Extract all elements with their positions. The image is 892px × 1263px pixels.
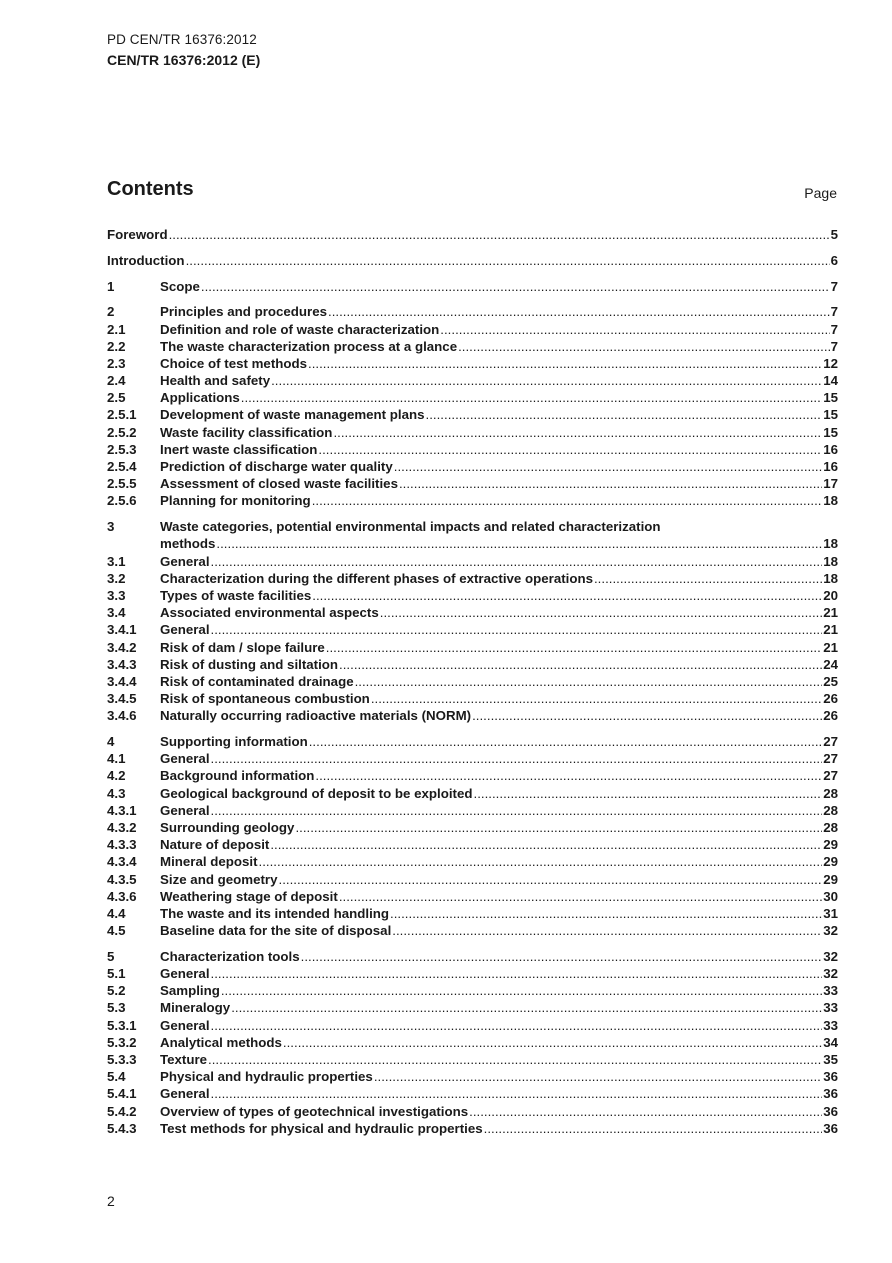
toc-entry-number: 2.5.2 <box>107 424 137 440</box>
dot-leader <box>211 750 823 767</box>
toc-entry-number: 5.1 <box>107 966 126 982</box>
toc-entry-title: Texture <box>160 1052 208 1067</box>
toc-entry-number: 4.2 <box>107 768 126 784</box>
toc-entry-title: General <box>160 751 210 767</box>
toc-entry-number: 2.2 <box>107 338 126 354</box>
toc-entry-number: 2.5.4 <box>107 459 137 475</box>
dot-leader <box>339 888 822 905</box>
dot-leader <box>594 570 822 587</box>
toc-entry[interactable] <box>107 621 838 638</box>
toc-section-group <box>107 948 838 1137</box>
dot-leader <box>259 853 823 870</box>
toc-entry-number: 4 <box>107 734 115 750</box>
toc-entry[interactable] <box>107 535 838 552</box>
toc-entry-page: 21 <box>823 622 838 638</box>
toc-entry-number: 4.1 <box>107 751 126 767</box>
dot-leader <box>318 441 822 458</box>
toc-entry-title: General <box>160 1086 210 1102</box>
toc-entry[interactable] <box>107 750 838 767</box>
dot-leader <box>333 424 822 441</box>
toc-entry[interactable] <box>107 871 838 888</box>
toc-entry[interactable] <box>107 707 838 724</box>
toc-entry-title: Geological background of deposit to be exploited <box>160 785 473 801</box>
toc-entry-page: 21 <box>823 605 838 621</box>
toc-entry-number: 2.5.3 <box>107 441 137 457</box>
toc-entry-page: 34 <box>823 1034 838 1050</box>
dot-leader <box>371 690 822 707</box>
dot-leader <box>241 389 822 406</box>
toc-entry-number: 3.4.6 <box>107 708 137 724</box>
toc-entry[interactable] <box>107 785 838 802</box>
toc-entry-page: 31 <box>823 905 838 921</box>
dot-leader <box>295 819 822 836</box>
toc-entry-title: Overview of types of geotechnical investigations <box>160 1103 469 1119</box>
toc-entry[interactable] <box>107 1103 838 1120</box>
dot-leader <box>440 321 829 338</box>
dot-leader <box>394 458 822 475</box>
toc-entry-number: 3.4.2 <box>107 639 137 655</box>
dot-leader <box>221 982 822 999</box>
toc-entry-number: 3.4 <box>107 605 126 621</box>
toc-entry-title: Associated environmental aspects <box>160 605 379 621</box>
toc-entry[interactable] <box>107 690 838 707</box>
toc-entry-page: 21 <box>823 639 838 655</box>
toc-entry[interactable] <box>107 338 838 355</box>
toc-entry[interactable] <box>107 226 838 243</box>
toc-entry-page: 35 <box>823 1052 838 1067</box>
dot-leader <box>474 785 823 802</box>
dot-leader <box>374 1068 822 1085</box>
toc-entry-title: General <box>160 802 210 818</box>
toc-entry-title: Mineralogy <box>160 1000 231 1016</box>
dot-leader <box>339 656 822 673</box>
toc-entry-title: Waste facility classification <box>160 424 333 440</box>
toc-entry-page: 33 <box>823 1000 838 1016</box>
toc-entry[interactable] <box>107 321 838 338</box>
page-number: 2 <box>107 1193 115 1209</box>
dot-leader <box>271 372 822 389</box>
toc-entry-number: 3.1 <box>107 553 126 569</box>
dot-leader <box>211 1085 823 1102</box>
toc-entry-title: Assessment of closed waste facilities <box>160 476 398 492</box>
toc-entry-title: Analytical methods <box>160 1034 282 1050</box>
toc-entry-page: 15 <box>823 424 838 440</box>
toc-entry-number: 4.3.5 <box>107 871 137 887</box>
toc-entry-title: Prediction of discharge water quality <box>160 459 393 475</box>
toc-entry-number: 3.3 <box>107 587 126 603</box>
dot-leader <box>315 767 822 784</box>
toc-entry[interactable] <box>107 252 838 269</box>
toc-entry-number: 2.1 <box>107 321 126 337</box>
toc-entry-number: 5.4.2 <box>107 1103 137 1119</box>
dot-leader <box>472 707 822 724</box>
toc-entry-page: 14 <box>823 373 838 389</box>
toc-entry-title: Waste categories, potential environmental impacts and related characterization <box>160 519 661 535</box>
dot-leader <box>169 226 830 243</box>
toc-entry-page: 36 <box>823 1120 838 1136</box>
dot-leader <box>326 639 822 656</box>
dot-leader <box>426 406 823 423</box>
toc-entry[interactable] <box>107 888 838 905</box>
toc-entry[interactable] <box>107 303 838 320</box>
toc-entry[interactable] <box>107 1017 838 1034</box>
toc-entry-title: The waste and its intended handling <box>160 905 390 921</box>
toc-entry-page: 7 <box>830 278 838 294</box>
toc-entry-title: Types of waste facilities <box>160 587 312 603</box>
dot-leader <box>211 965 823 982</box>
dot-leader <box>270 836 822 853</box>
toc-entry[interactable] <box>107 458 838 475</box>
toc-section-group <box>107 226 838 243</box>
dot-leader <box>399 475 822 492</box>
toc-entry[interactable] <box>107 922 838 939</box>
toc-entry-page: 18 <box>823 536 838 552</box>
toc-entry-title: Characterization during the different phases of extractive operations <box>160 570 593 586</box>
toc-entry-title: Principles and procedures <box>160 304 328 320</box>
toc-entry-title: Risk of dusting and siltation <box>160 656 339 672</box>
toc-entry-page: 32 <box>823 948 838 964</box>
toc-entry-page: 36 <box>823 1069 838 1085</box>
toc-entry-title: Foreword <box>107 227 168 242</box>
toc-entry[interactable] <box>107 836 838 853</box>
toc-entry-page: 27 <box>823 734 838 750</box>
dot-leader <box>211 1017 823 1034</box>
toc-entry-title: Nature of deposit <box>160 837 270 853</box>
dot-leader <box>390 905 822 922</box>
toc-entry[interactable] <box>107 475 838 492</box>
toc-entry-page: 29 <box>823 871 838 887</box>
toc-entry-title: Baseline data for the site of disposal <box>160 923 392 939</box>
toc-entry-page: 27 <box>823 768 838 784</box>
dot-leader <box>211 621 823 638</box>
toc-entry-number: 2.5.5 <box>107 476 137 492</box>
toc-entry-page: 18 <box>823 570 838 586</box>
toc-entry-number: 5.2 <box>107 983 126 999</box>
toc-entry-page: 7 <box>830 338 838 354</box>
page-column-label: Page <box>804 185 837 201</box>
toc-entry-page: 33 <box>823 983 838 999</box>
toc-entry-title: Sampling <box>160 983 220 999</box>
toc-entry-number: 3.4.5 <box>107 691 137 707</box>
toc-entry[interactable] <box>107 406 838 423</box>
toc-entry[interactable] <box>107 441 838 458</box>
toc-entry-title: Mineral deposit <box>160 854 258 870</box>
toc-entry[interactable] <box>107 389 838 406</box>
toc-entry-page: 18 <box>823 493 838 509</box>
toc-entry-page: 27 <box>823 751 838 767</box>
toc-entry-number: 4.3.1 <box>107 802 137 818</box>
document-id: PD CEN/TR 16376:2012 <box>107 32 257 47</box>
toc-entry-number: 4.4 <box>107 905 126 921</box>
toc-entry-page: 24 <box>823 656 838 672</box>
toc-entry-title: General <box>160 966 210 982</box>
toc-entry[interactable] <box>107 819 838 836</box>
dot-leader <box>380 604 822 621</box>
toc-entry[interactable] <box>107 492 838 509</box>
toc-entry-title: Risk of dam / slope failure <box>160 639 325 655</box>
toc-entry-title: General <box>160 622 210 638</box>
toc-entry[interactable] <box>107 1085 838 1102</box>
dot-leader <box>458 338 830 355</box>
toc-entry[interactable] <box>107 656 838 673</box>
dot-leader <box>469 1103 822 1120</box>
toc-entry-page: 28 <box>823 785 838 801</box>
toc-section-group <box>107 252 838 269</box>
toc-entry-page: 18 <box>823 553 838 569</box>
toc-section-group <box>107 733 838 939</box>
toc-entry-title: Supporting information <box>160 734 308 750</box>
toc-entry-number: 5.4.3 <box>107 1120 137 1136</box>
toc-entry-number: 1 <box>107 278 115 294</box>
toc-entry[interactable] <box>107 355 838 372</box>
toc-entry-title: Introduction <box>107 252 185 268</box>
toc-entry-page: 29 <box>823 837 838 853</box>
toc-entry-page: 33 <box>823 1017 838 1033</box>
toc-entry[interactable] <box>107 673 838 690</box>
toc-entry-title: General <box>160 553 210 569</box>
toc-entry-title: Naturally occurring radioactive materials (NORM) <box>160 708 472 724</box>
toc-entry-number: 3.4.1 <box>107 622 137 638</box>
toc-entry-title: Risk of contaminated drainage <box>160 673 354 689</box>
toc-entry-page: 32 <box>823 966 838 982</box>
toc-entry-title: Test methods for physical and hydraulic properties <box>160 1120 483 1136</box>
toc-entry[interactable] <box>107 553 838 570</box>
toc-entry-title: Applications <box>160 390 240 406</box>
dot-leader <box>208 1051 822 1068</box>
page-title: Contents <box>107 178 194 200</box>
toc-entry-page: 29 <box>823 854 838 870</box>
toc-entry[interactable] <box>107 1068 838 1085</box>
toc-entry-page: 32 <box>823 923 838 939</box>
toc-entry-number: 4.3.3 <box>107 837 137 853</box>
document-standard-id: CEN/TR 16376:2012 (E) <box>107 52 261 68</box>
toc-entry-number: 5.4 <box>107 1069 126 1085</box>
dot-leader <box>279 871 823 888</box>
dot-leader <box>392 922 822 939</box>
toc-section-group <box>107 518 838 724</box>
toc-entry-title: Surrounding geology <box>160 819 295 835</box>
toc-entry-page: 17 <box>823 476 838 492</box>
toc-entry-page: 36 <box>823 1086 838 1102</box>
dot-leader <box>211 553 823 570</box>
table-of-contents <box>107 226 838 1146</box>
toc-entry-number: 5.3.1 <box>107 1017 137 1033</box>
toc-entry[interactable] <box>107 948 838 965</box>
toc-entry-title: Planning for monitoring <box>160 493 311 509</box>
dot-leader <box>201 278 830 295</box>
toc-entry-page: 15 <box>823 390 838 406</box>
toc-entry[interactable] <box>107 424 838 441</box>
toc-entry[interactable] <box>107 853 838 870</box>
toc-entry-title: The waste characterization process at a glance <box>160 338 458 354</box>
toc-entry[interactable] <box>107 802 838 819</box>
toc-entry-page: 28 <box>823 819 838 835</box>
toc-entry-page: 25 <box>823 673 838 689</box>
toc-entry-title: Physical and hydraulic properties <box>160 1069 373 1085</box>
toc-entry-title: Risk of spontaneous combustion <box>160 691 370 707</box>
dot-leader <box>301 948 823 965</box>
toc-entry[interactable] <box>107 372 838 389</box>
toc-entry-number: 4.3.6 <box>107 888 137 904</box>
toc-entry[interactable] <box>107 518 838 535</box>
dot-leader <box>328 303 830 320</box>
toc-entry[interactable] <box>107 767 838 784</box>
toc-entry[interactable] <box>107 733 838 750</box>
toc-entry-title: Size and geometry <box>160 871 278 887</box>
toc-entry[interactable] <box>107 965 838 982</box>
toc-entry-title: Health and safety <box>160 373 271 389</box>
toc-entry-page: 16 <box>823 441 838 457</box>
dot-leader <box>283 1034 822 1051</box>
toc-entry-page: 15 <box>823 407 838 423</box>
toc-entry-number: 3.4.4 <box>107 673 137 689</box>
toc-entry-title: Inert waste classification <box>160 441 318 457</box>
dot-leader <box>216 535 822 552</box>
toc-entry-page: 36 <box>823 1103 838 1119</box>
dot-leader <box>308 355 822 372</box>
toc-entry-number: 5.3 <box>107 1000 126 1016</box>
toc-entry-page: 30 <box>823 888 838 904</box>
toc-entry-page: 26 <box>823 691 838 707</box>
toc-entry-title: Development of waste management plans <box>160 407 425 423</box>
dot-leader <box>312 587 822 604</box>
toc-entry-title: Choice of test methods <box>160 355 308 371</box>
toc-entry-number: 4.3.4 <box>107 854 137 870</box>
toc-entry-page: 7 <box>830 304 838 320</box>
toc-entry-title: General <box>160 1017 210 1033</box>
toc-entry-title: Background information <box>160 768 315 784</box>
toc-entry-page: 5 <box>830 227 838 242</box>
dot-leader <box>312 492 823 509</box>
toc-entry[interactable] <box>107 905 838 922</box>
dot-leader <box>309 733 822 750</box>
toc-entry-page: 16 <box>823 459 838 475</box>
toc-entry-page: 26 <box>823 708 838 724</box>
toc-entry-number: 3 <box>107 519 115 535</box>
dot-leader <box>186 252 830 269</box>
toc-entry-number: 5.3.3 <box>107 1052 137 1067</box>
toc-entry[interactable] <box>107 1051 838 1068</box>
toc-section-group <box>107 303 838 509</box>
toc-entry-title: methods <box>160 536 216 552</box>
toc-entry-title: Characterization tools <box>160 948 300 964</box>
toc-entry-page: 12 <box>823 355 838 371</box>
toc-entry-number: 4.3 <box>107 785 126 801</box>
toc-entry-title: Definition and role of waste characterization <box>160 321 440 337</box>
toc-entry-number: 2.5 <box>107 390 126 406</box>
toc-entry-page: 20 <box>823 587 838 603</box>
toc-entry[interactable] <box>107 639 838 656</box>
dot-leader <box>231 999 822 1016</box>
toc-entry[interactable] <box>107 982 838 999</box>
toc-entry-number: 4.3.2 <box>107 819 137 835</box>
toc-entry[interactable] <box>107 1034 838 1051</box>
toc-entry-title: Weathering stage of deposit <box>160 888 338 904</box>
toc-entry-number: 2.4 <box>107 373 126 389</box>
toc-entry-number: 2.3 <box>107 355 126 371</box>
toc-entry-number: 4.5 <box>107 923 126 939</box>
toc-entry-number: 2 <box>107 304 115 320</box>
toc-entry-number: 5 <box>107 948 115 964</box>
toc-entry[interactable] <box>107 278 838 295</box>
toc-entry[interactable] <box>107 1120 838 1137</box>
toc-entry-number: 2.5.1 <box>107 407 137 423</box>
toc-entry-page: 6 <box>830 252 838 268</box>
dot-leader <box>355 673 823 690</box>
toc-entry[interactable] <box>107 587 838 604</box>
toc-section-group <box>107 278 838 295</box>
toc-entry-number: 3.4.3 <box>107 656 137 672</box>
toc-entry-number: 3.2 <box>107 570 126 586</box>
dot-leader <box>211 802 823 819</box>
toc-entry-number: 2.5.6 <box>107 493 137 509</box>
toc-entry-number: 5.4.1 <box>107 1086 137 1102</box>
toc-entry-title: Scope <box>160 278 200 294</box>
toc-entry[interactable] <box>107 999 838 1016</box>
toc-entry-page: 7 <box>830 321 838 337</box>
toc-entry-page: 28 <box>823 802 838 818</box>
toc-entry[interactable] <box>107 570 838 587</box>
toc-entry[interactable] <box>107 604 838 621</box>
toc-entry-number: 5.3.2 <box>107 1034 137 1050</box>
dot-leader <box>484 1120 823 1137</box>
